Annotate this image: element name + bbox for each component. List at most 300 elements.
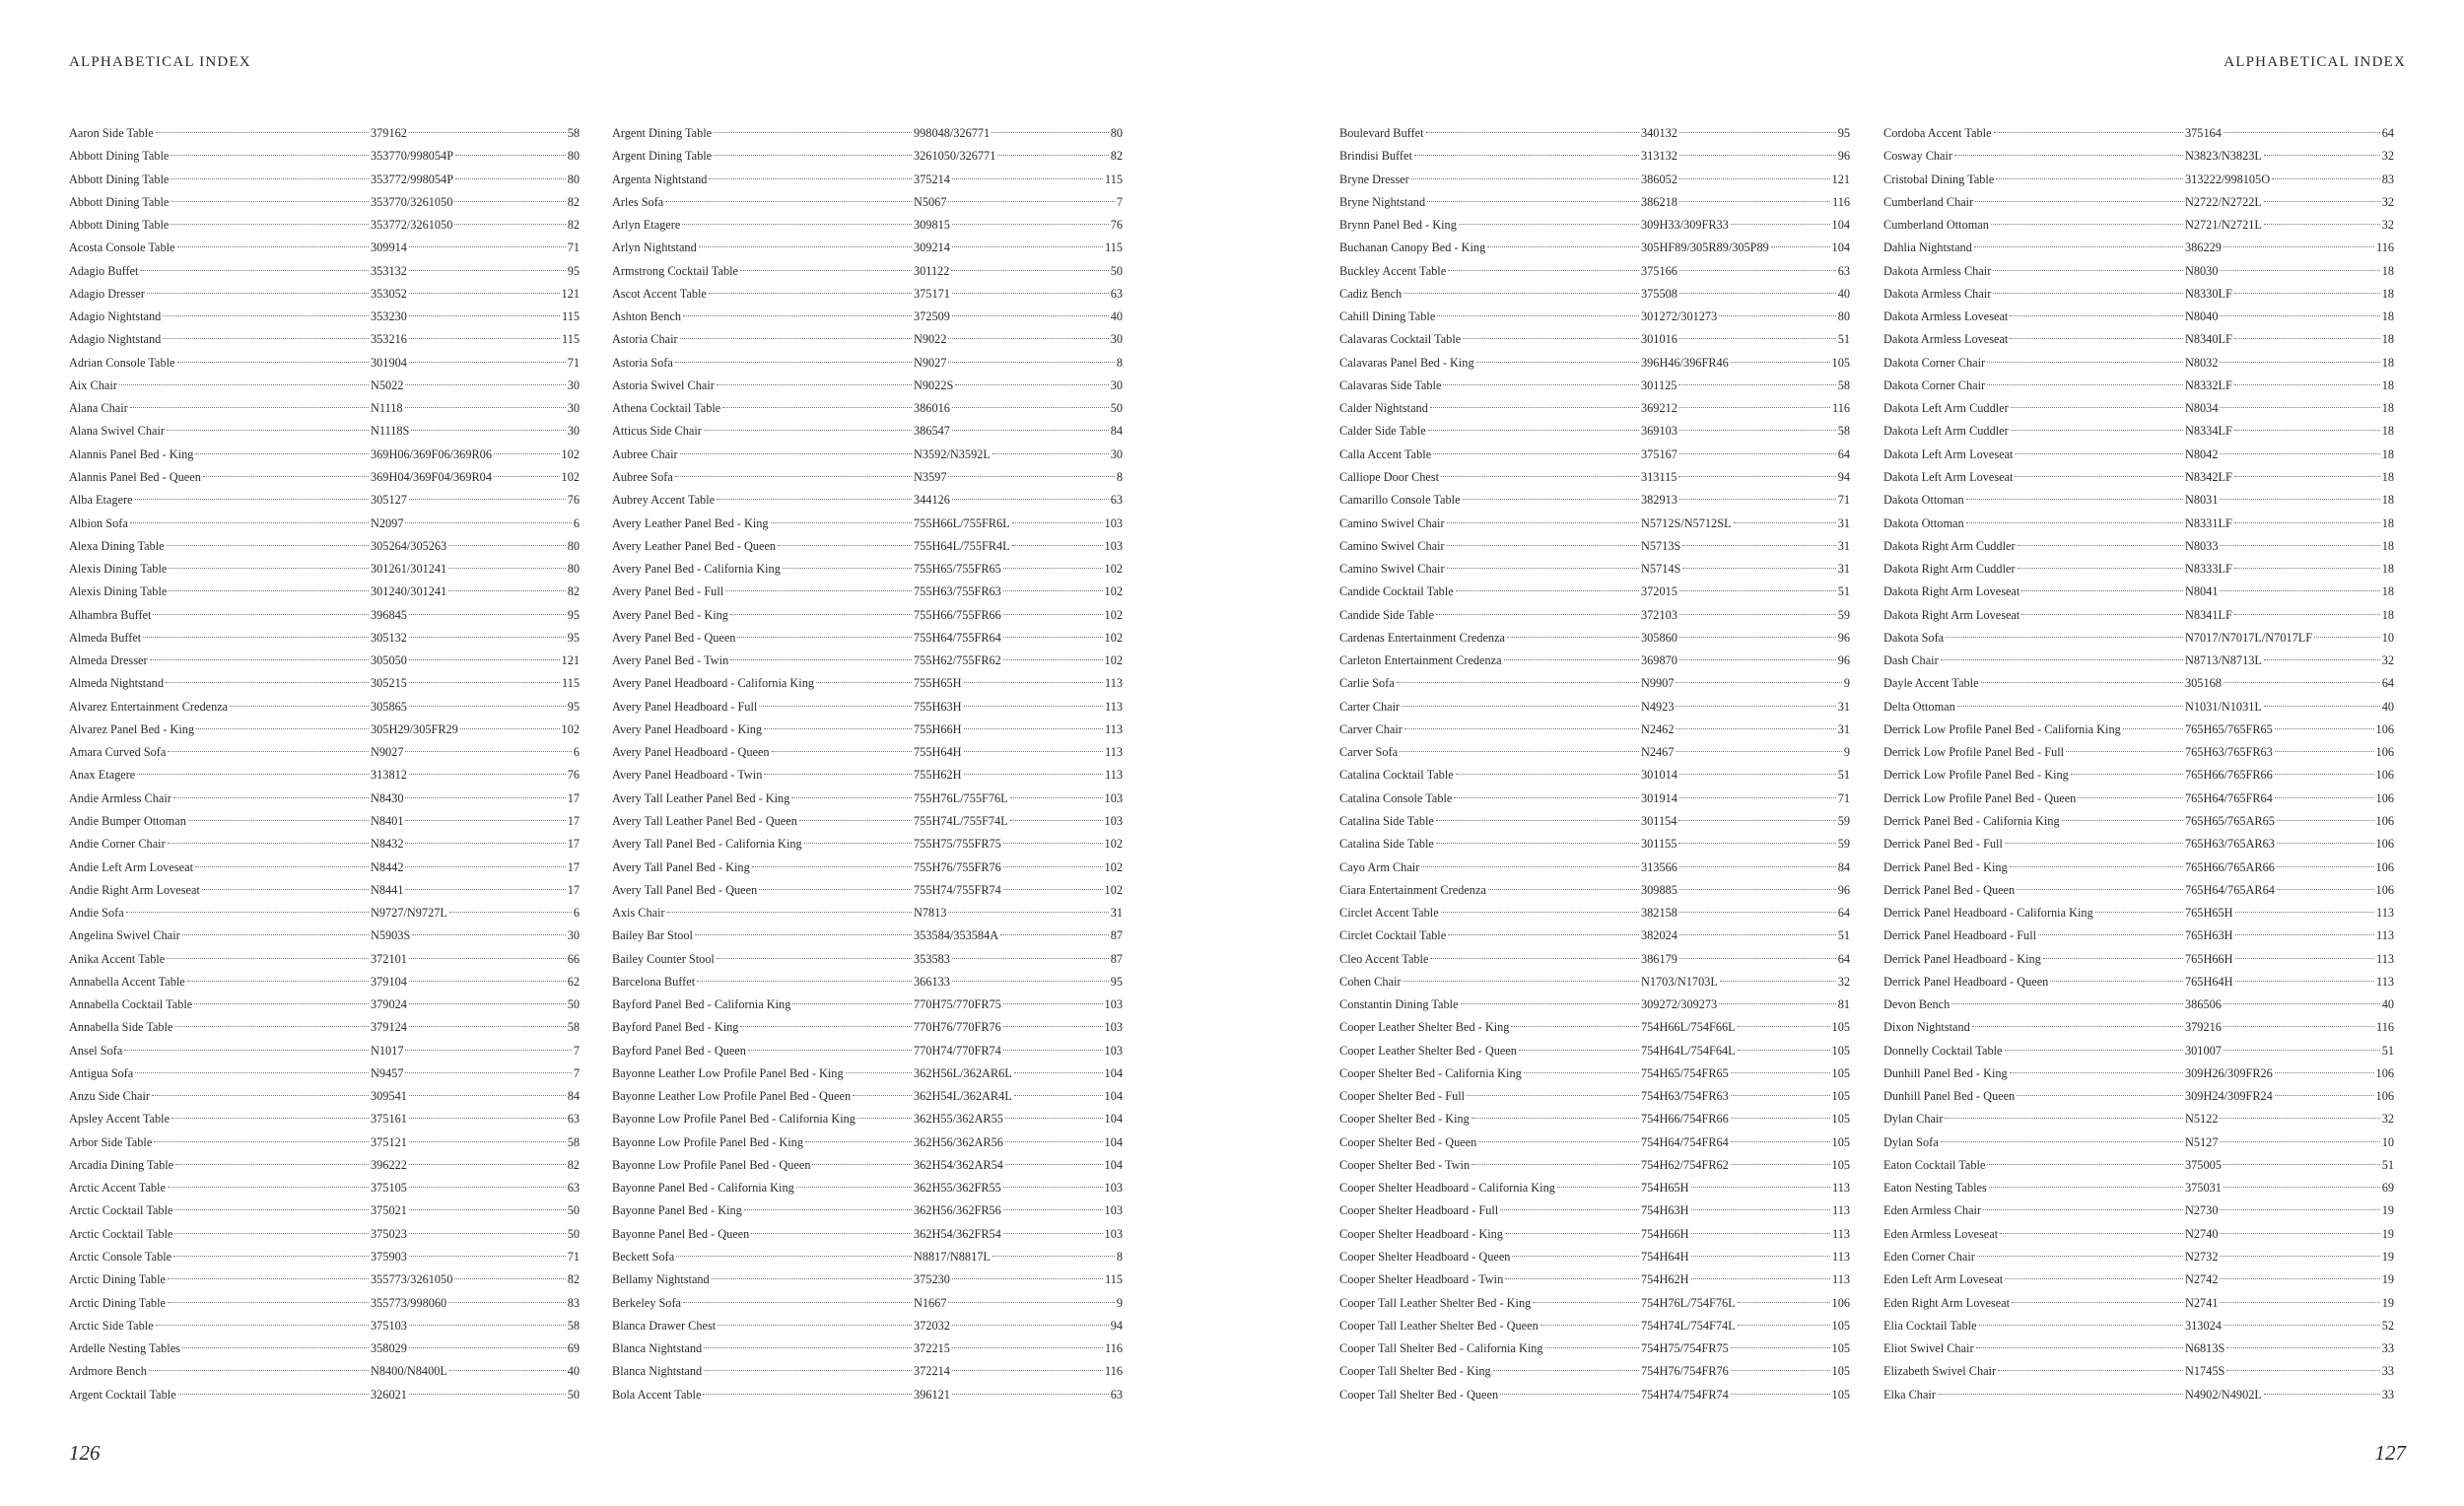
leader-dots — [143, 637, 369, 638]
leader-dots — [717, 499, 912, 500]
entry-name: Arctic Side Table — [69, 1318, 154, 1333]
index-entry — [1883, 214, 2394, 237]
leader-dots — [1976, 1347, 2183, 1348]
entry-name: Avery Tall Panel Bed - Queen — [612, 882, 758, 897]
entry-code: 301016 — [1641, 332, 1677, 347]
entry-code: 755H74L/755F74L — [914, 813, 1008, 828]
leader-dots — [952, 293, 1109, 294]
entry-name: Catalina Cocktail Table — [1339, 768, 1454, 783]
entry-name: Derrick Low Profile Panel Bed - California King — [1883, 721, 2121, 736]
leader-dots — [2277, 843, 2374, 844]
entry-code: 386229 — [2185, 240, 2222, 255]
entry-code: 765H63/765FR63 — [2185, 745, 2273, 760]
index-entry — [1339, 1268, 1850, 1291]
entry-code: N2722/N2722L — [2185, 194, 2262, 209]
entry-name: Dakota Left Arm Loveseat — [1883, 446, 2014, 461]
entry-name: Dakota Armless Loveseat — [1883, 309, 2009, 324]
leader-dots — [718, 1325, 912, 1326]
entry-page: 84 — [567, 1089, 580, 1104]
leader-dots — [1679, 774, 1836, 775]
entry-code: 770H76/770FR76 — [914, 1020, 1001, 1035]
leader-dots — [405, 751, 571, 752]
entry-name: Alba Etagere — [69, 493, 133, 508]
leader-dots — [455, 155, 566, 156]
entry-code: 301154 — [1641, 813, 1677, 828]
leader-dots — [1957, 706, 2183, 707]
index-entry — [1883, 352, 2394, 375]
index-entry — [1883, 604, 2394, 627]
leader-dots — [1478, 1141, 1639, 1142]
leader-dots — [2235, 934, 2374, 935]
leader-dots — [1411, 178, 1639, 179]
leader-dots — [2220, 1302, 2379, 1303]
leader-dots — [2224, 132, 2380, 133]
entry-page: 105 — [1831, 1364, 1850, 1379]
entry-code: 353584/353584A — [914, 928, 999, 943]
leader-dots — [1005, 1118, 1103, 1119]
entry-code: N8332LF — [2185, 377, 2232, 392]
entry-page: 104 — [1831, 218, 1850, 233]
entry-code: 305865 — [371, 699, 407, 714]
entry-name: Bayonne Low Profile Panel Bed - King — [612, 1134, 803, 1149]
leader-dots — [455, 178, 566, 179]
leader-dots — [409, 1209, 566, 1210]
index-entry — [69, 1062, 580, 1085]
entry-page: 18 — [2381, 377, 2394, 392]
leader-dots — [1691, 1278, 1830, 1279]
entry-page: 104 — [1104, 1134, 1123, 1149]
entry-name: Dunhill Panel Bed - Queen — [1883, 1089, 2016, 1104]
entry-name: Bayonne Low Profile Panel Bed - Queen — [612, 1157, 811, 1172]
leader-dots — [992, 132, 1109, 133]
entry-code: 353132 — [371, 263, 407, 278]
index-entry — [69, 558, 580, 581]
entry-code: 755H66L/755FR6L — [914, 515, 1010, 530]
index-entry — [1339, 191, 1850, 214]
leader-dots — [2220, 1233, 2379, 1234]
leader-dots — [405, 797, 565, 798]
entry-name: Almeda Nightstand — [69, 676, 164, 691]
index-entry — [1883, 696, 2394, 719]
entry-name: Candide Cocktail Table — [1339, 584, 1454, 599]
index-entry — [612, 833, 1123, 856]
leader-dots — [174, 1209, 369, 1210]
entry-page: 69 — [2381, 1181, 2394, 1196]
entry-code: 375166 — [1641, 263, 1677, 278]
entry-code: 379162 — [371, 126, 407, 140]
leader-dots — [2018, 568, 2183, 569]
entry-name: Dakota Left Arm Cuddler — [1883, 401, 2009, 416]
entry-name: Eaton Nesting Tables — [1883, 1181, 1987, 1196]
leader-dots — [409, 774, 566, 775]
entry-name: Eden Corner Chair — [1883, 1250, 1975, 1265]
entry-name: Ansel Sofa — [69, 1043, 123, 1058]
leader-dots — [2123, 728, 2183, 729]
leader-dots — [2010, 866, 2183, 867]
entry-page: 51 — [1837, 332, 1850, 347]
entry-code: 379104 — [371, 974, 407, 989]
leader-dots — [2275, 1095, 2374, 1096]
entry-name: Brynn Panel Bed - King — [1339, 218, 1457, 233]
entry-name: Cooper Leather Shelter Bed - King — [1339, 1020, 1510, 1035]
entry-page: 30 — [1110, 332, 1123, 347]
entry-page: 64 — [2381, 126, 2394, 140]
entry-name: Aubree Sofa — [612, 469, 673, 484]
index-entry — [612, 764, 1123, 787]
leader-dots — [2234, 293, 2380, 294]
entry-name: Calliope Door Chest — [1339, 469, 1440, 484]
entry-name: Avery Tall Panel Bed - California King — [612, 837, 802, 852]
leader-dots — [405, 866, 565, 867]
leader-dots — [695, 934, 912, 935]
entry-code: N8442 — [371, 859, 404, 874]
entry-code: 372214 — [914, 1364, 950, 1379]
entry-code: 765H64/765FR64 — [2185, 790, 2273, 805]
entry-code: 309H33/309FR33 — [1641, 218, 1729, 233]
entry-page: 106 — [2375, 882, 2394, 897]
entry-page: 31 — [1110, 906, 1123, 921]
entry-page: 106 — [2375, 859, 2394, 874]
index-entry — [69, 924, 580, 947]
index-entry — [1339, 1246, 1850, 1268]
entry-code: 305127 — [371, 493, 407, 508]
leader-dots — [1402, 706, 1639, 707]
entry-name: Bailey Counter Stool — [612, 951, 715, 966]
index-entry — [612, 1246, 1123, 1268]
entry-code: N6813S — [2185, 1341, 2225, 1356]
entry-name: Annabella Side Table — [69, 1020, 173, 1035]
leader-dots — [737, 637, 912, 638]
index-entry — [69, 1154, 580, 1177]
leader-dots — [171, 155, 369, 156]
entry-name: Eden Right Arm Loveseat — [1883, 1295, 2011, 1310]
entry-name: Annabella Accent Table — [69, 974, 185, 989]
leader-dots — [676, 1256, 912, 1257]
leader-dots — [1998, 1370, 2183, 1371]
leader-dots — [409, 293, 560, 294]
entry-page: 96 — [1837, 630, 1850, 645]
leader-dots — [1679, 499, 1836, 500]
entry-page: 64 — [2381, 676, 2394, 691]
entry-name: Elka Chair — [1883, 1387, 1936, 1402]
entry-page: 18 — [2381, 493, 2394, 508]
leader-dots — [2015, 476, 2183, 477]
index-entry — [69, 1337, 580, 1360]
leader-dots — [1003, 1050, 1103, 1051]
entry-name: Avery Tall Leather Panel Bed - Queen — [612, 813, 797, 828]
entry-code: N8432 — [371, 837, 404, 852]
entry-name: Arctic Cocktail Table — [69, 1226, 173, 1241]
entry-page: 105 — [1831, 1112, 1850, 1127]
entry-code: N8030 — [2185, 263, 2219, 278]
entry-code: 309H24/309FR24 — [2185, 1089, 2273, 1104]
leader-dots — [2264, 1394, 2380, 1395]
entry-page: 59 — [1837, 837, 1850, 852]
entry-name: Avery Panel Bed - Twin — [612, 653, 729, 668]
index-entry — [69, 214, 580, 237]
index-entry — [612, 1016, 1123, 1039]
leader-dots — [411, 430, 565, 431]
entry-code: 301007 — [2185, 1043, 2222, 1058]
leader-dots — [2235, 981, 2374, 982]
entry-name: Elia Cocktail Table — [1883, 1318, 1977, 1333]
page-number-left: 126 — [69, 1441, 101, 1465]
leader-dots — [1436, 820, 1639, 821]
leader-dots — [1679, 155, 1836, 156]
index-entry — [69, 787, 580, 810]
entry-code: N8033 — [2185, 538, 2219, 553]
index-entry — [1339, 397, 1850, 420]
leader-dots — [709, 293, 912, 294]
index-entry — [612, 672, 1123, 695]
entry-code: N8430 — [371, 790, 404, 805]
entry-name: Bayford Panel Bed - Queen — [612, 1043, 746, 1058]
leader-dots — [173, 797, 369, 798]
leader-dots — [2275, 797, 2374, 798]
entry-code: 305860 — [1641, 630, 1677, 645]
leader-dots — [2234, 384, 2380, 385]
entry-page: 50 — [567, 1387, 580, 1402]
leader-dots — [1993, 293, 2183, 294]
index-entry — [1339, 810, 1850, 833]
leader-dots — [178, 1394, 369, 1395]
entry-name: Bayonne Leather Low Profile Panel Bed - King — [612, 1065, 844, 1080]
index-entry — [69, 1177, 580, 1199]
entry-name: Avery Panel Headboard - Queen — [612, 745, 770, 760]
leader-dots — [2264, 224, 2380, 225]
entry-page: 95 — [567, 607, 580, 622]
entry-page: 113 — [2376, 928, 2394, 943]
index-entry — [69, 489, 580, 512]
index-entry — [612, 1337, 1123, 1360]
leader-dots — [1545, 1347, 1639, 1348]
entry-name: Alannis Panel Bed - King — [69, 446, 194, 461]
entry-page: 113 — [1832, 1181, 1850, 1196]
entry-page: 116 — [1105, 1341, 1123, 1356]
leader-dots — [1428, 430, 1639, 431]
entry-name: Bryne Dresser — [1339, 171, 1409, 186]
entry-name: Astoria Chair — [612, 332, 678, 347]
entry-code: 358029 — [371, 1341, 407, 1356]
entry-code: 755H75/755FR75 — [914, 837, 1001, 852]
entry-code: 362H56/362FR56 — [914, 1203, 1001, 1218]
entry-name: Eliot Swivel Chair — [1883, 1341, 1974, 1356]
entry-name: Bayonne Low Profile Panel Bed - California King — [612, 1112, 856, 1127]
index-entry — [612, 306, 1123, 328]
entry-name: Beckett Sofa — [612, 1250, 675, 1265]
leader-dots — [1679, 590, 1836, 591]
index-column-4 — [1883, 122, 2394, 1406]
leader-dots — [1731, 1095, 1830, 1096]
entry-page: 115 — [562, 332, 580, 347]
index-entry — [1339, 993, 1850, 1016]
leader-dots — [748, 1050, 912, 1051]
entry-page: 95 — [567, 699, 580, 714]
entry-page: 9 — [1116, 1295, 1123, 1310]
index-entry — [1339, 466, 1850, 489]
leader-dots — [454, 1278, 565, 1279]
leader-dots — [156, 1325, 369, 1326]
index-entry — [612, 328, 1123, 351]
entry-page: 32 — [2381, 194, 2394, 209]
entry-page: 76 — [567, 493, 580, 508]
entry-page: 105 — [1831, 1134, 1850, 1149]
leader-dots — [2234, 338, 2380, 339]
entry-page: 105 — [1831, 1318, 1850, 1333]
index-entry — [612, 787, 1123, 810]
leader-dots — [1679, 270, 1836, 271]
entry-name: Anzu Side Chair — [69, 1089, 150, 1104]
leader-dots — [409, 1256, 566, 1257]
entry-page: 116 — [1832, 194, 1850, 209]
entry-page: 31 — [1837, 699, 1850, 714]
leader-dots — [494, 453, 560, 454]
index-entry — [1883, 1268, 2394, 1291]
entry-name: Amara Curved Sofa — [69, 745, 167, 760]
entry-page: 103 — [1104, 997, 1123, 1012]
index-entry — [1339, 1040, 1850, 1062]
leader-dots — [2043, 958, 2183, 959]
entry-code: 754H74L/754F74L — [1641, 1318, 1736, 1333]
leader-dots — [2071, 774, 2183, 775]
entry-code: 369H04/369F04/369R04 — [371, 469, 492, 484]
leader-dots — [2015, 453, 2183, 454]
entry-name: Blanca Drawer Chest — [612, 1318, 717, 1333]
entry-name: Dakota Right Arm Cuddler — [1883, 562, 2016, 577]
entry-code: 770H75/770FR75 — [914, 997, 1001, 1012]
index-entry — [1339, 260, 1850, 283]
leader-dots — [791, 797, 912, 798]
leader-dots — [2314, 637, 2380, 638]
entry-page: 103 — [1104, 1181, 1123, 1196]
entry-code: 754H66/754FR66 — [1641, 1112, 1729, 1127]
index-entry — [69, 122, 580, 145]
leader-dots — [1738, 1302, 1830, 1303]
leader-dots — [948, 476, 1114, 477]
index-entry — [1883, 1062, 2394, 1085]
entry-name: Berkeley Sofa — [612, 1295, 681, 1310]
leader-dots — [409, 1187, 566, 1188]
entry-code: 313132 — [1641, 149, 1677, 164]
entry-name: Derrick Panel Headboard - Queen — [1883, 974, 2049, 989]
leader-dots — [1003, 1003, 1103, 1004]
entry-name: Dakota Corner Chair — [1883, 355, 1986, 370]
entry-name: Derrick Panel Bed - King — [1883, 859, 2008, 874]
entry-name: Candide Side Table — [1339, 607, 1434, 622]
index-entry — [69, 328, 580, 351]
entry-code: 313222/998105O — [2185, 171, 2271, 186]
index-entry — [1883, 1177, 2394, 1199]
leader-dots — [174, 1026, 369, 1027]
entry-name: Dylan Sofa — [1883, 1134, 1939, 1149]
leader-dots — [717, 958, 912, 959]
index-entry — [1339, 902, 1850, 924]
entry-code: 396121 — [914, 1387, 950, 1402]
entry-code: 375005 — [2185, 1157, 2222, 1172]
entry-page: 32 — [2381, 149, 2394, 164]
entry-page: 17 — [567, 790, 580, 805]
entry-page: 40 — [2381, 699, 2394, 714]
entry-name: Adagio Buffet — [69, 263, 139, 278]
index-entry — [612, 214, 1123, 237]
index-entry — [1883, 1384, 2394, 1406]
leader-dots — [948, 362, 1114, 363]
leader-dots — [1533, 1302, 1639, 1303]
entry-code: 754H63/754FR63 — [1641, 1089, 1729, 1104]
entry-name: Armstrong Cocktail Table — [612, 263, 739, 278]
entry-name: Aaron Side Table — [69, 126, 154, 140]
entry-page: 40 — [2381, 997, 2394, 1012]
leader-dots — [1014, 1072, 1103, 1073]
entry-page: 102 — [1104, 859, 1123, 874]
index-entry — [612, 513, 1123, 535]
entry-name: Camino Swivel Chair — [1339, 538, 1445, 553]
leader-dots — [1679, 958, 1836, 959]
entry-page: 103 — [1104, 813, 1123, 828]
leader-dots — [2226, 1347, 2379, 1348]
leader-dots — [449, 1370, 566, 1371]
entry-name: Derrick Panel Bed - Full — [1883, 837, 2003, 852]
leader-dots — [1679, 201, 1830, 202]
index-entry — [69, 375, 580, 397]
leader-dots — [409, 1233, 566, 1234]
entry-code: 754H65H — [1641, 1181, 1689, 1196]
index-entry — [1339, 375, 1850, 397]
leader-dots — [2224, 1050, 2380, 1051]
leader-dots — [796, 1187, 912, 1188]
entry-name: Cohen Chair — [1339, 974, 1402, 989]
entry-name: Buckley Accent Table — [1339, 263, 1447, 278]
leader-dots — [1404, 728, 1639, 729]
leader-dots — [194, 1003, 369, 1004]
index-entry — [69, 1108, 580, 1130]
leader-dots — [409, 1325, 566, 1326]
leader-dots — [177, 362, 369, 363]
entry-name: Alvarez Entertainment Credenza — [69, 699, 229, 714]
entry-page: 84 — [1110, 424, 1123, 439]
entry-page: 58 — [567, 1020, 580, 1035]
entry-name: Argent Dining Table — [612, 149, 713, 164]
leader-dots — [409, 246, 566, 247]
entry-page: 103 — [1104, 790, 1123, 805]
leader-dots — [163, 315, 369, 316]
leader-dots — [1463, 499, 1639, 500]
index-entry — [1339, 1315, 1850, 1337]
leader-dots — [405, 843, 565, 844]
entry-code: 765H66/765AR66 — [2185, 859, 2275, 874]
entry-page: 32 — [2381, 218, 2394, 233]
leader-dots — [460, 728, 560, 729]
entry-page: 113 — [1105, 721, 1123, 736]
entry-page: 80 — [567, 171, 580, 186]
entry-code: 754H66L/754F66L — [1641, 1020, 1736, 1035]
entry-name: Dakota Armless Chair — [1883, 263, 1992, 278]
leader-dots — [454, 224, 565, 225]
leader-dots — [778, 545, 912, 546]
entry-page: 115 — [1105, 240, 1123, 255]
leader-dots — [675, 476, 912, 477]
index-entry — [1883, 1337, 2394, 1360]
leader-dots — [167, 958, 369, 959]
entry-page: 18 — [2381, 263, 2394, 278]
entry-code: N5067 — [914, 194, 947, 209]
entry-page: 30 — [567, 377, 580, 392]
index-entry — [1883, 1131, 2394, 1154]
index-entry — [612, 1292, 1123, 1315]
entry-code: N1031/N1031L — [2185, 699, 2262, 714]
entry-page: 71 — [567, 240, 580, 255]
entry-page: 103 — [1104, 538, 1123, 553]
